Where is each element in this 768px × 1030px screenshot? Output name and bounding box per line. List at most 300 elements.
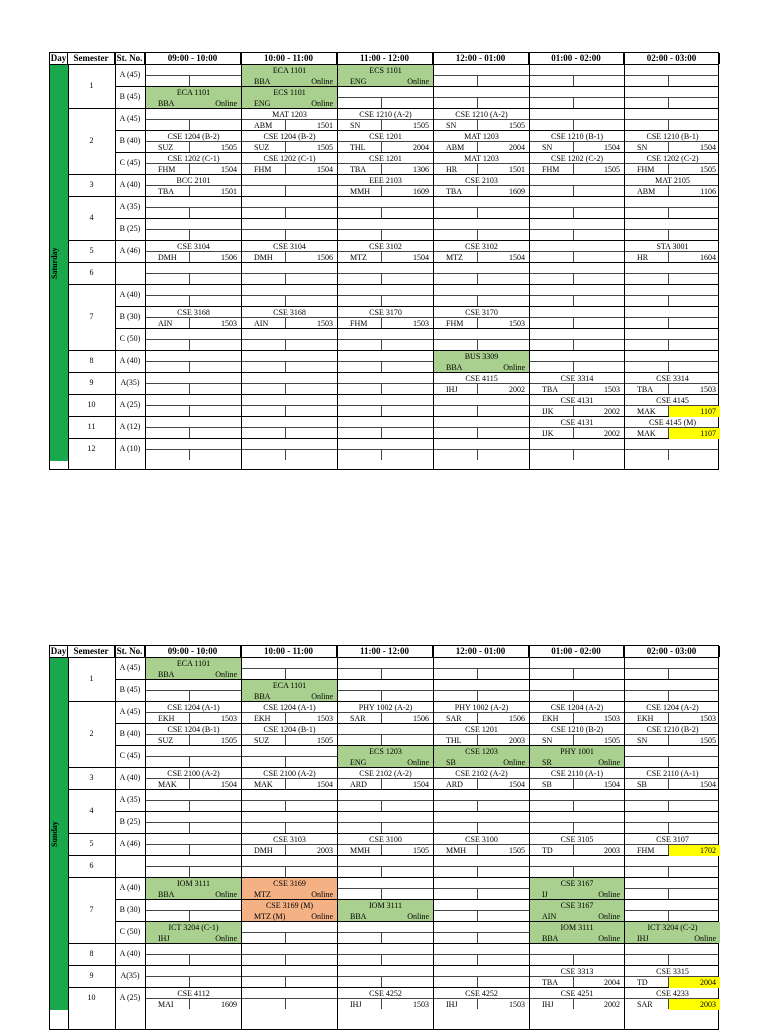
- course-code: ICT 3204 (C-1): [168, 923, 219, 932]
- row-midline: [145, 273, 718, 274]
- teacher-code: SN: [542, 736, 553, 745]
- teacher-code: TD: [542, 846, 553, 855]
- class-slot: [434, 768, 529, 789]
- slot-inner-divider: [189, 383, 190, 394]
- slot-inner-divider: [573, 207, 574, 218]
- teacher-code: THL: [350, 143, 366, 152]
- slot-inner-divider: [381, 690, 382, 701]
- teacher-code: EKH: [254, 714, 271, 723]
- slot-inner-divider: [381, 339, 382, 350]
- teacher-code: FHM: [542, 165, 560, 174]
- room-number: 1503: [604, 714, 620, 723]
- teacher-code: HR: [637, 253, 649, 262]
- section-label: A (40): [119, 356, 141, 365]
- teacher-code: MAI: [158, 1000, 174, 1009]
- slot-inner-divider: [285, 800, 286, 811]
- column-divider: [115, 53, 116, 469]
- teacher-code: SN: [637, 736, 648, 745]
- class-slot: [625, 834, 720, 855]
- slot-inner-divider: [381, 207, 382, 218]
- class-slot: [625, 373, 720, 394]
- teacher-code: SN: [350, 121, 361, 130]
- class-slot: [242, 109, 337, 130]
- section-label: B (40): [119, 136, 141, 145]
- slot-inner-divider: [285, 361, 286, 372]
- teacher-code: BBA: [254, 77, 271, 86]
- slot-inner-divider: [189, 295, 190, 306]
- row-midline: [145, 866, 718, 867]
- semester-label: 1: [89, 81, 94, 90]
- class-slot: [242, 131, 337, 152]
- class-slot: [625, 153, 720, 174]
- column-header: 11:00 - 12:00: [337, 53, 433, 64]
- course-code: IOM 3111: [560, 923, 594, 932]
- row-midline: [145, 295, 718, 296]
- room-number: 2002: [604, 1000, 620, 1009]
- teacher-code: DMH: [254, 846, 273, 855]
- room-number: 1609: [509, 187, 525, 196]
- section-label: A (40): [119, 180, 141, 189]
- slot-inner-divider: [668, 97, 669, 108]
- teacher-code: ABM: [446, 143, 465, 152]
- section-label: A (25): [119, 400, 141, 409]
- course-code: CSE 4131: [560, 396, 594, 405]
- section-label: C (50): [119, 927, 141, 936]
- row-midline: [145, 449, 718, 450]
- teacher-code: FHM: [446, 319, 464, 328]
- room-number: 2003: [604, 846, 620, 855]
- teacher-code: TD: [637, 978, 648, 987]
- teacher-code: MTZ: [254, 890, 271, 899]
- course-code: CSE 3102: [369, 242, 402, 251]
- course-code: CSE 3103: [273, 835, 306, 844]
- room-number: 2002: [604, 407, 620, 416]
- slot-inner-divider: [381, 888, 382, 899]
- room-number: 2002: [604, 429, 620, 438]
- room-number: 1505: [700, 736, 716, 745]
- class-slot: [625, 395, 720, 416]
- course-code: CSE 4145 (M): [648, 418, 697, 427]
- course-code: ECS 1101: [273, 88, 306, 97]
- class-slot: [242, 900, 337, 921]
- room-number: 1506: [509, 714, 525, 723]
- teacher-code: MTZ: [446, 253, 463, 262]
- class-slot: [242, 241, 337, 262]
- room-number: 1504: [509, 253, 525, 262]
- slot-inner-divider: [285, 976, 286, 987]
- slot-inner-divider: [189, 800, 190, 811]
- slot-inner-divider: [477, 339, 478, 350]
- column-header: 11:00 - 12:00: [337, 646, 433, 657]
- class-slot: [338, 307, 433, 328]
- slot-inner-divider: [189, 207, 190, 218]
- section-label: B (30): [119, 312, 141, 321]
- room-number: 1506: [413, 714, 429, 723]
- course-code: STA 3001: [656, 242, 689, 251]
- class-slot: [146, 878, 241, 899]
- class-slot: [625, 768, 720, 789]
- row-midline: [145, 207, 718, 208]
- course-code: CSE 3167: [560, 879, 594, 888]
- column-header: Semester: [68, 646, 115, 657]
- class-slot: [625, 966, 720, 987]
- course-code: MAT 1203: [272, 110, 307, 119]
- room-number: 2003: [700, 1000, 716, 1009]
- room-number: 1505: [604, 736, 620, 745]
- slot-inner-divider: [285, 932, 286, 943]
- class-slot: [338, 900, 433, 921]
- slot-inner-divider: [477, 690, 478, 701]
- section-label: A (35): [119, 795, 141, 804]
- class-slot: [338, 768, 433, 789]
- semester-label: 6: [89, 861, 94, 870]
- teacher-code: IHJ: [446, 1000, 458, 1009]
- teacher-code: IHJ: [158, 934, 170, 943]
- course-code: CSE 3168: [273, 308, 306, 317]
- room-number: 1503: [509, 1000, 525, 1009]
- slot-inner-divider: [668, 273, 669, 284]
- slot-inner-divider: [189, 756, 190, 767]
- slot-inner-divider: [573, 251, 574, 262]
- teacher-code: MAK: [254, 780, 273, 789]
- slot-inner-divider: [285, 185, 286, 196]
- course-code: CSE 3315: [656, 967, 689, 976]
- slot-inner-divider: [477, 668, 478, 679]
- course-code: CSE 3100: [369, 835, 402, 844]
- teacher-code: EKH: [542, 714, 559, 723]
- teacher-code: HR: [446, 165, 458, 174]
- semester-label: 5: [89, 246, 94, 255]
- class-slot: [434, 746, 529, 767]
- room-number: Online: [407, 912, 429, 921]
- course-code: CSE 1204 (B-1): [167, 725, 220, 734]
- class-slot: [625, 131, 720, 152]
- slot-inner-divider: [189, 273, 190, 284]
- class-slot: [530, 395, 624, 416]
- class-slot: [338, 153, 433, 174]
- slot-inner-divider: [573, 690, 574, 701]
- slot-inner-divider: [189, 405, 190, 416]
- semester-label: 8: [89, 949, 94, 958]
- course-code: CSE 1204 (B-1): [263, 725, 316, 734]
- column-header: 02:00 - 03:00: [624, 53, 720, 64]
- class-slot: [530, 922, 624, 943]
- teacher-code: IHJ: [542, 1000, 554, 1009]
- slot-inner-divider: [285, 295, 286, 306]
- teacher-code: SB: [542, 780, 552, 789]
- class-slot: [146, 988, 241, 1009]
- room-number: Online: [311, 890, 333, 899]
- class-slot: [146, 768, 241, 789]
- class-slot: [434, 109, 529, 130]
- teacher-code: FHM: [637, 165, 655, 174]
- class-slot: [530, 417, 624, 438]
- room-number: 1501: [221, 187, 237, 196]
- teacher-code: DMH: [254, 253, 273, 262]
- class-slot: [530, 966, 624, 987]
- class-slot: [625, 175, 720, 196]
- section-label: A (40): [119, 949, 141, 958]
- semester-label: 2: [89, 136, 94, 145]
- class-slot: [625, 724, 720, 745]
- slot-inner-divider: [189, 822, 190, 833]
- teacher-code: FHM: [350, 319, 368, 328]
- teacher-code: SAR: [350, 714, 366, 723]
- course-code: MAT 1203: [464, 154, 499, 163]
- course-code: CSE 3170: [465, 308, 498, 317]
- teacher-code: EKH: [158, 714, 175, 723]
- class-slot: [242, 307, 337, 328]
- slot-inner-divider: [573, 668, 574, 679]
- course-code: CSE 3168: [177, 308, 210, 317]
- teacher-code: ABM: [254, 121, 273, 130]
- course-code: PHY 1001: [560, 747, 594, 756]
- slot-inner-divider: [381, 229, 382, 240]
- semester-label: 10: [87, 400, 96, 409]
- slot-inner-divider: [381, 932, 382, 943]
- class-slot: [530, 900, 624, 921]
- slot-inner-divider: [668, 866, 669, 877]
- row-divider: [115, 679, 718, 680]
- row-midline: [145, 800, 718, 801]
- semester-label: 4: [89, 806, 94, 815]
- course-code: CSE 1204 (B-2): [263, 132, 316, 141]
- slot-inner-divider: [285, 756, 286, 767]
- room-number: 1503: [604, 385, 620, 394]
- course-code: CSE 1201: [465, 725, 498, 734]
- slot-inner-divider: [381, 822, 382, 833]
- room-number: 1501: [317, 121, 333, 130]
- teacher-code: MTZ (M): [254, 912, 286, 921]
- sunday-schedule-table: [49, 645, 719, 1030]
- room-number: Online: [598, 890, 620, 899]
- class-slot: [625, 417, 720, 438]
- class-slot: [434, 702, 529, 723]
- course-code: CSE 3104: [273, 242, 306, 251]
- class-slot: [530, 153, 624, 174]
- section-label: A (10): [119, 444, 141, 453]
- semester-label: 9: [89, 378, 94, 387]
- course-code: CSE 3313: [560, 967, 594, 976]
- slot-inner-divider: [477, 75, 478, 86]
- class-slot: [434, 307, 529, 328]
- class-slot: [530, 746, 624, 767]
- course-code: ECA 1101: [272, 681, 307, 690]
- course-code: CSE 1210 (A-2): [359, 110, 412, 119]
- slot-inner-divider: [668, 668, 669, 679]
- section-label: B (40): [119, 729, 141, 738]
- section-label: C (50): [119, 334, 141, 343]
- room-number: 1504: [317, 780, 333, 789]
- teacher-code: IHJ: [637, 934, 649, 943]
- teacher-code: TBA: [446, 187, 462, 196]
- column-header: Day: [50, 53, 67, 63]
- row-midline: [145, 954, 718, 955]
- semester-label: 7: [89, 312, 94, 321]
- course-code: CSE 2100 (A-2): [167, 769, 220, 778]
- section-label: A(35): [120, 971, 140, 980]
- slot-inner-divider: [668, 954, 669, 965]
- room-number: 1504: [413, 253, 429, 262]
- slot-inner-divider: [668, 888, 669, 899]
- class-slot: [530, 878, 624, 899]
- slot-inner-divider: [189, 690, 190, 701]
- section-label: A (45): [119, 70, 141, 79]
- slot-inner-divider: [668, 339, 669, 350]
- semester-label: 1: [89, 674, 94, 683]
- row-divider: [115, 218, 718, 219]
- slot-inner-divider: [477, 273, 478, 284]
- column-header: 10:00 - 11:00: [241, 646, 337, 657]
- class-slot: [530, 834, 624, 855]
- slot-inner-divider: [285, 383, 286, 394]
- class-slot: [625, 241, 720, 262]
- slot-inner-divider: [573, 449, 574, 460]
- class-slot: [242, 702, 337, 723]
- semester-label: 6: [89, 268, 94, 277]
- row-midline: [145, 361, 718, 362]
- section-label: B (25): [119, 817, 141, 826]
- course-code: CSE 1202 (C-1): [167, 154, 220, 163]
- course-code: CSE 1203: [465, 747, 498, 756]
- teacher-code: BBA: [446, 363, 463, 372]
- slot-inner-divider: [573, 97, 574, 108]
- semester-label: 3: [89, 773, 94, 782]
- teacher-code: MMH: [350, 846, 371, 855]
- class-slot: [146, 153, 241, 174]
- class-slot: [434, 131, 529, 152]
- room-number: Online: [311, 99, 333, 108]
- teacher-code: DMH: [158, 253, 177, 262]
- slot-inner-divider: [189, 339, 190, 350]
- room-number: 1609: [413, 187, 429, 196]
- day-label: Saturday: [50, 247, 59, 279]
- room-number: 1503: [317, 714, 333, 723]
- row-divider: [115, 350, 718, 351]
- room-number: 1503: [317, 319, 333, 328]
- slot-inner-divider: [668, 119, 669, 130]
- teacher-code: TBA: [542, 385, 558, 394]
- column-header: 02:00 - 03:00: [624, 646, 720, 657]
- section-label: [115, 262, 145, 284]
- section-label: B (45): [119, 685, 141, 694]
- room-number: 1106: [700, 187, 716, 196]
- course-code: CSE 4252: [465, 989, 498, 998]
- room-number: 1506: [317, 253, 333, 262]
- class-slot: [434, 834, 529, 855]
- teacher-code: BBA: [158, 99, 175, 108]
- slot-inner-divider: [477, 954, 478, 965]
- room-number: 1503: [413, 319, 429, 328]
- room-number: Online: [311, 692, 333, 701]
- course-code: CSE 3169 (M): [265, 901, 314, 910]
- room-number: Online: [407, 758, 429, 767]
- course-code: ECS 1101: [369, 66, 402, 75]
- slot-inner-divider: [477, 910, 478, 921]
- slot-inner-divider: [477, 405, 478, 416]
- slot-inner-divider: [189, 427, 190, 438]
- course-code: ECA 1101: [272, 66, 307, 75]
- class-slot: [146, 131, 241, 152]
- slot-inner-divider: [477, 97, 478, 108]
- teacher-code: IJK: [542, 407, 554, 416]
- class-slot: [530, 702, 624, 723]
- section-label: A (35): [119, 202, 141, 211]
- class-slot: [530, 373, 624, 394]
- slot-inner-divider: [668, 75, 669, 86]
- class-slot: [338, 241, 433, 262]
- course-code: EEE 2103: [369, 176, 402, 185]
- semester-label: 7: [89, 905, 94, 914]
- semester-label: 2: [89, 729, 94, 738]
- room-number: Online: [407, 77, 429, 86]
- slot-inner-divider: [381, 734, 382, 745]
- room-number: 2004: [413, 143, 429, 152]
- section-label: B (30): [119, 905, 141, 914]
- teacher-code: BBA: [254, 692, 271, 701]
- teacher-code: SB: [637, 780, 647, 789]
- section-label: A (45): [119, 663, 141, 672]
- slot-inner-divider: [477, 295, 478, 306]
- slot-inner-divider: [668, 690, 669, 701]
- room-number: 1504: [604, 143, 620, 152]
- slot-inner-divider: [477, 427, 478, 438]
- section-label: A (40): [119, 883, 141, 892]
- class-slot: [242, 768, 337, 789]
- slot-inner-divider: [285, 207, 286, 218]
- teacher-code: ABM: [637, 187, 656, 196]
- column-header: St. No.: [115, 646, 145, 657]
- slot-inner-divider: [189, 976, 190, 987]
- course-code: BCC 2101: [176, 176, 211, 185]
- column-divider: [68, 657, 69, 1029]
- room-number: 1107: [700, 407, 716, 416]
- section-label: A (12): [119, 422, 141, 431]
- slot-inner-divider: [573, 295, 574, 306]
- row-divider: [115, 438, 718, 439]
- section-label: A (25): [119, 993, 141, 1002]
- section-label: A (45): [119, 707, 141, 716]
- room-number: 1505: [700, 165, 716, 174]
- course-code: CSE 4115: [465, 374, 498, 383]
- class-slot: [625, 988, 720, 1009]
- slot-inner-divider: [573, 800, 574, 811]
- room-number: 1505: [221, 736, 237, 745]
- room-number: Online: [311, 77, 333, 86]
- class-slot: [434, 241, 529, 262]
- teacher-code: MMH: [350, 187, 371, 196]
- course-code: CSE 4145: [656, 396, 689, 405]
- row-midline: [145, 229, 718, 230]
- class-slot: [530, 131, 624, 152]
- class-slot: [338, 109, 433, 130]
- course-code: CSE 4131: [560, 418, 594, 427]
- course-code: CSE 2103: [465, 176, 498, 185]
- slot-inner-divider: [381, 361, 382, 372]
- row-divider: [115, 943, 718, 944]
- slot-inner-divider: [381, 800, 382, 811]
- row-midline: [145, 339, 718, 340]
- slot-inner-divider: [189, 449, 190, 460]
- semester-label: 5: [89, 839, 94, 848]
- course-code: CSE 3169: [273, 879, 306, 888]
- class-slot: [434, 351, 529, 372]
- course-code: CSE 1201: [369, 132, 402, 141]
- course-code: ECS 1203: [369, 747, 402, 756]
- teacher-code: FHM: [158, 165, 176, 174]
- room-number: Online: [694, 934, 716, 943]
- room-number: 1503: [221, 714, 237, 723]
